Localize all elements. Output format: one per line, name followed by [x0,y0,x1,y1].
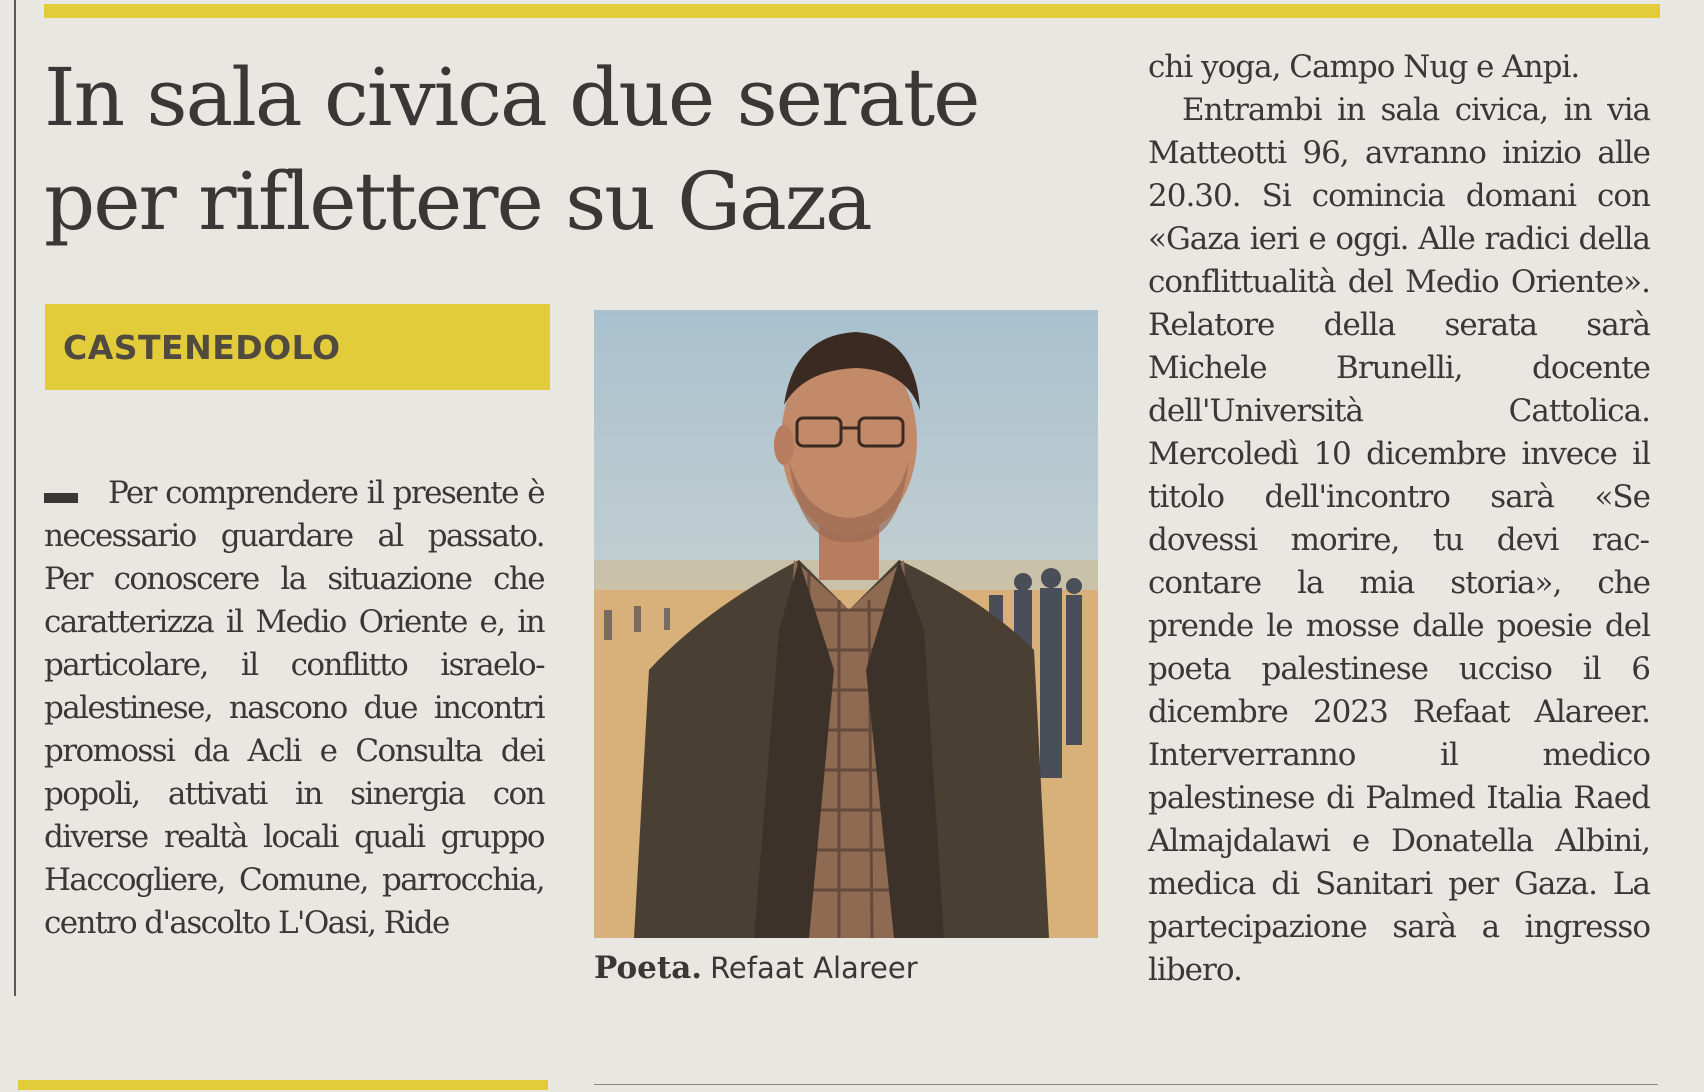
article-body-right-column [1148,46,1650,992]
right-column-lead-line: chi yoga, Campo Nug e Anpi. [1148,49,1580,85]
caption-name: Refaat Alareer [710,951,918,985]
article-headline: In sala civica due serate per riflettere su Gaza [44,51,979,248]
photo-caption [594,950,1104,986]
column-divider-rule [14,0,16,996]
bottom-rule [594,1084,1658,1085]
article-body-left-column: Per comprendere il presente è necessario guardare al passato. Per conoscere la situazione che caratterizza il Medio Oriente e, in particolare, il conflitto israelo-palestinese, nascono due incontri promossi da Acli e Consulta dei popoli, attivati in sinergia con diverse realtà locali quali gruppo Haccogliere, Comune, parrocchia, centro d'ascolto L'Oasi, Ride [44,475,544,941]
right-column-paragraph: Entrambi in sala civica, in via Matteotti 96, avranno inizio alle 20.30. Si comincia domani con «Gaza ieri e oggi. Alle radici della conflittualità del Medio Oriente». Relatore della serata sarà Michele Brunelli, docente dell'Università Cattolica. Mercoledì 10 dicembre invece il titolo dell'incontro sarà «Se dovessi morire, tu devi raccontare la mia storia», che prende le mosse dalle poesie del poeta palestinese ucciso il 6 dicembre 2023 Refaat Alareer. Interverranno il medico palestinese di Palmed Italia Raed Almajdalawi e Donatella Albini, medica di Sanitari per Gaza. La partecipazione sarà a ingresso libero. [1148,92,1650,988]
portrait-photo [594,310,1098,938]
location-kicker-label: CASTENEDOLO [63,327,341,367]
caption-label: Poeta. [594,950,703,986]
top-accent-rule [44,4,1660,18]
bottom-accent-bar [18,1080,548,1090]
location-kicker [45,304,550,390]
